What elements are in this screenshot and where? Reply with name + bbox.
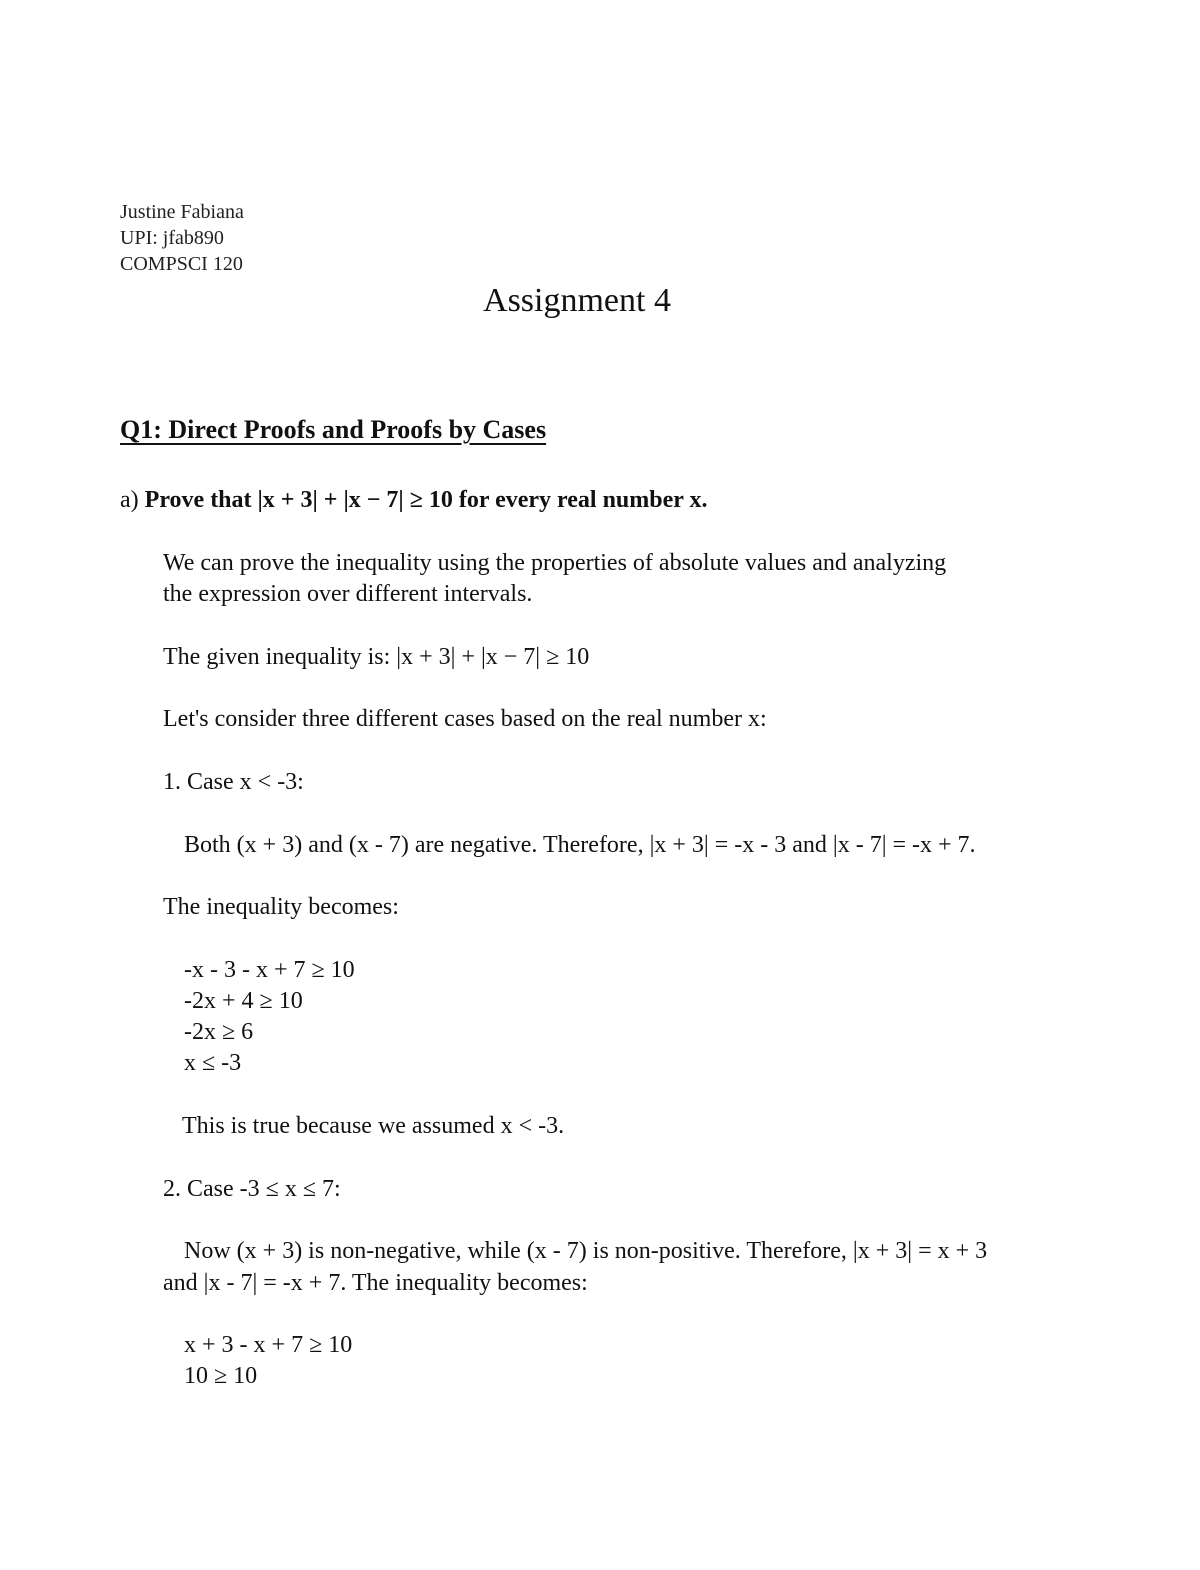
course-code: COMPSCI 120: [120, 253, 243, 275]
case-1-becomes: The inequality becomes:: [163, 894, 399, 920]
case-1-step: -x - 3 - x + 7 ≥ 10: [184, 957, 355, 983]
case-2-title: 2. Case -3 ≤ x ≤ 7:: [163, 1176, 341, 1202]
intro-paragraph-line-1: We can prove the inequality using the properties of absolute values and analyzing: [163, 550, 947, 576]
case-1-step: -2x ≥ 6: [184, 1019, 254, 1045]
page-title: Assignment 4: [483, 282, 671, 319]
case-1-title: 1. Case x < -3:: [163, 769, 304, 795]
question-a-prefix: a): [120, 487, 145, 513]
intro-paragraph-line-2: the expression over different intervals.: [163, 581, 533, 607]
author-upi: UPI: jfab890: [120, 227, 224, 249]
cases-intro: Let's consider three different cases based on the real number x:: [163, 706, 767, 732]
case-2-step: 10 ≥ 10: [184, 1363, 258, 1389]
case-1-step: -2x + 4 ≥ 10: [184, 988, 303, 1014]
case-1-conclusion: This is true because we assumed x < -3.: [182, 1113, 565, 1139]
author-name: Justine Fabiana: [120, 201, 244, 223]
given-inequality: The given inequality is: |x + 3| + |x − 7| ≥ 10: [163, 644, 590, 670]
case-2-step: x + 3 - x + 7 ≥ 10: [184, 1332, 353, 1358]
case-2-explanation-line-1: Now (x + 3) is non-negative, while (x - 7) is non-positive. Therefore, |x + 3| = x + 3: [184, 1238, 988, 1264]
case-1-step: x ≤ -3: [184, 1050, 242, 1076]
case-1-explanation: Both (x + 3) and (x - 7) are negative. Therefore, |x + 3| = -x - 3 and |x - 7| = -x + 7.: [184, 832, 976, 858]
case-2-explanation-line-2: and |x - 7| = -x + 7. The inequality becomes:: [163, 1270, 588, 1296]
question-a-text: Prove that |x + 3| + |x − 7| ≥ 10 for every real number x.: [144, 487, 708, 513]
question-a-statement: [120, 488, 707, 512]
section-heading: Q1: Direct Proofs and Proofs by Cases: [120, 415, 547, 444]
